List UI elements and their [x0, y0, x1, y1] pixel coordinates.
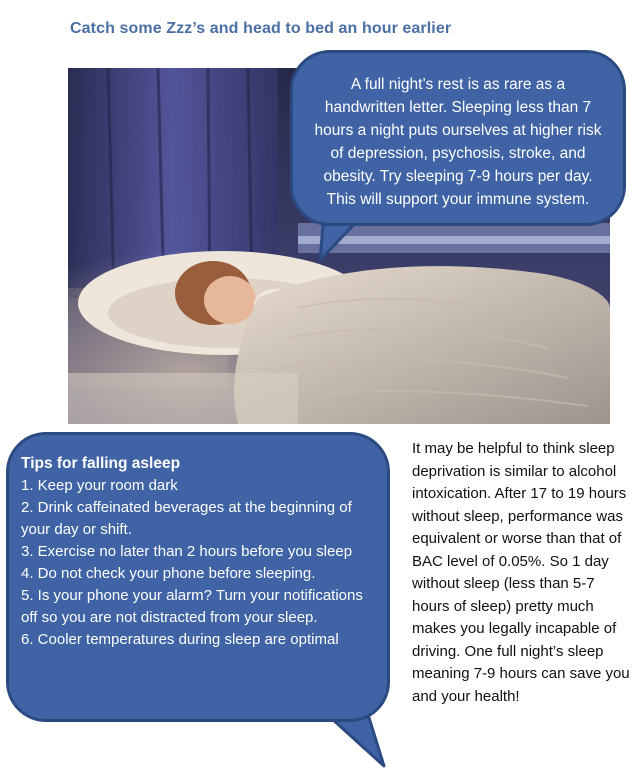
tip-item: 4. Do not check your phone before sleeping. — [21, 565, 316, 582]
tip-item: 3. Exercise no later than 2 hours before you sleep — [21, 543, 353, 560]
tip-item: 5. Is your phone your alarm? Turn your notifications off so you are not distracted from your sleep. — [21, 587, 363, 626]
sleep-deprivation-paragraph: It may be helpful to think sleep deprivation is similar to alcohol intoxication. After 17 to 19 hours without sleep, performance was equivalent or worse than that of BAC level of 0.05%. So 1 day without sleep (less than 5-7 hours of sleep) pretty much makes you legally incapable of driving. One full night’s sleep meaning 7-9 hours can save you and your health! — [412, 440, 630, 705]
tip-item: 6. Cooler temperatures during sleep are optimal — [21, 631, 339, 648]
page-title: Catch some Zzz’s and head to bed an hour earlier — [70, 20, 452, 37]
tips-heading: Tips for falling asleep — [21, 455, 181, 472]
callout-top-text: A full night’s rest is as rare as a handwritten letter. Sleeping less than 7 hours a night puts ourselves at higher risk of depression, psychosis, stroke, and obesity. Try sleeping 7-9 hours per day. This will support your immune system. — [314, 76, 602, 208]
sleep-fact-callout — [290, 50, 626, 226]
tips-list — [21, 475, 377, 651]
tip-item: 2. Drink caffeinated beverages at the beginning of your day or shift. — [21, 499, 352, 538]
tip-item: 1. Keep your room dark — [21, 477, 178, 494]
tips-callout — [6, 432, 390, 722]
